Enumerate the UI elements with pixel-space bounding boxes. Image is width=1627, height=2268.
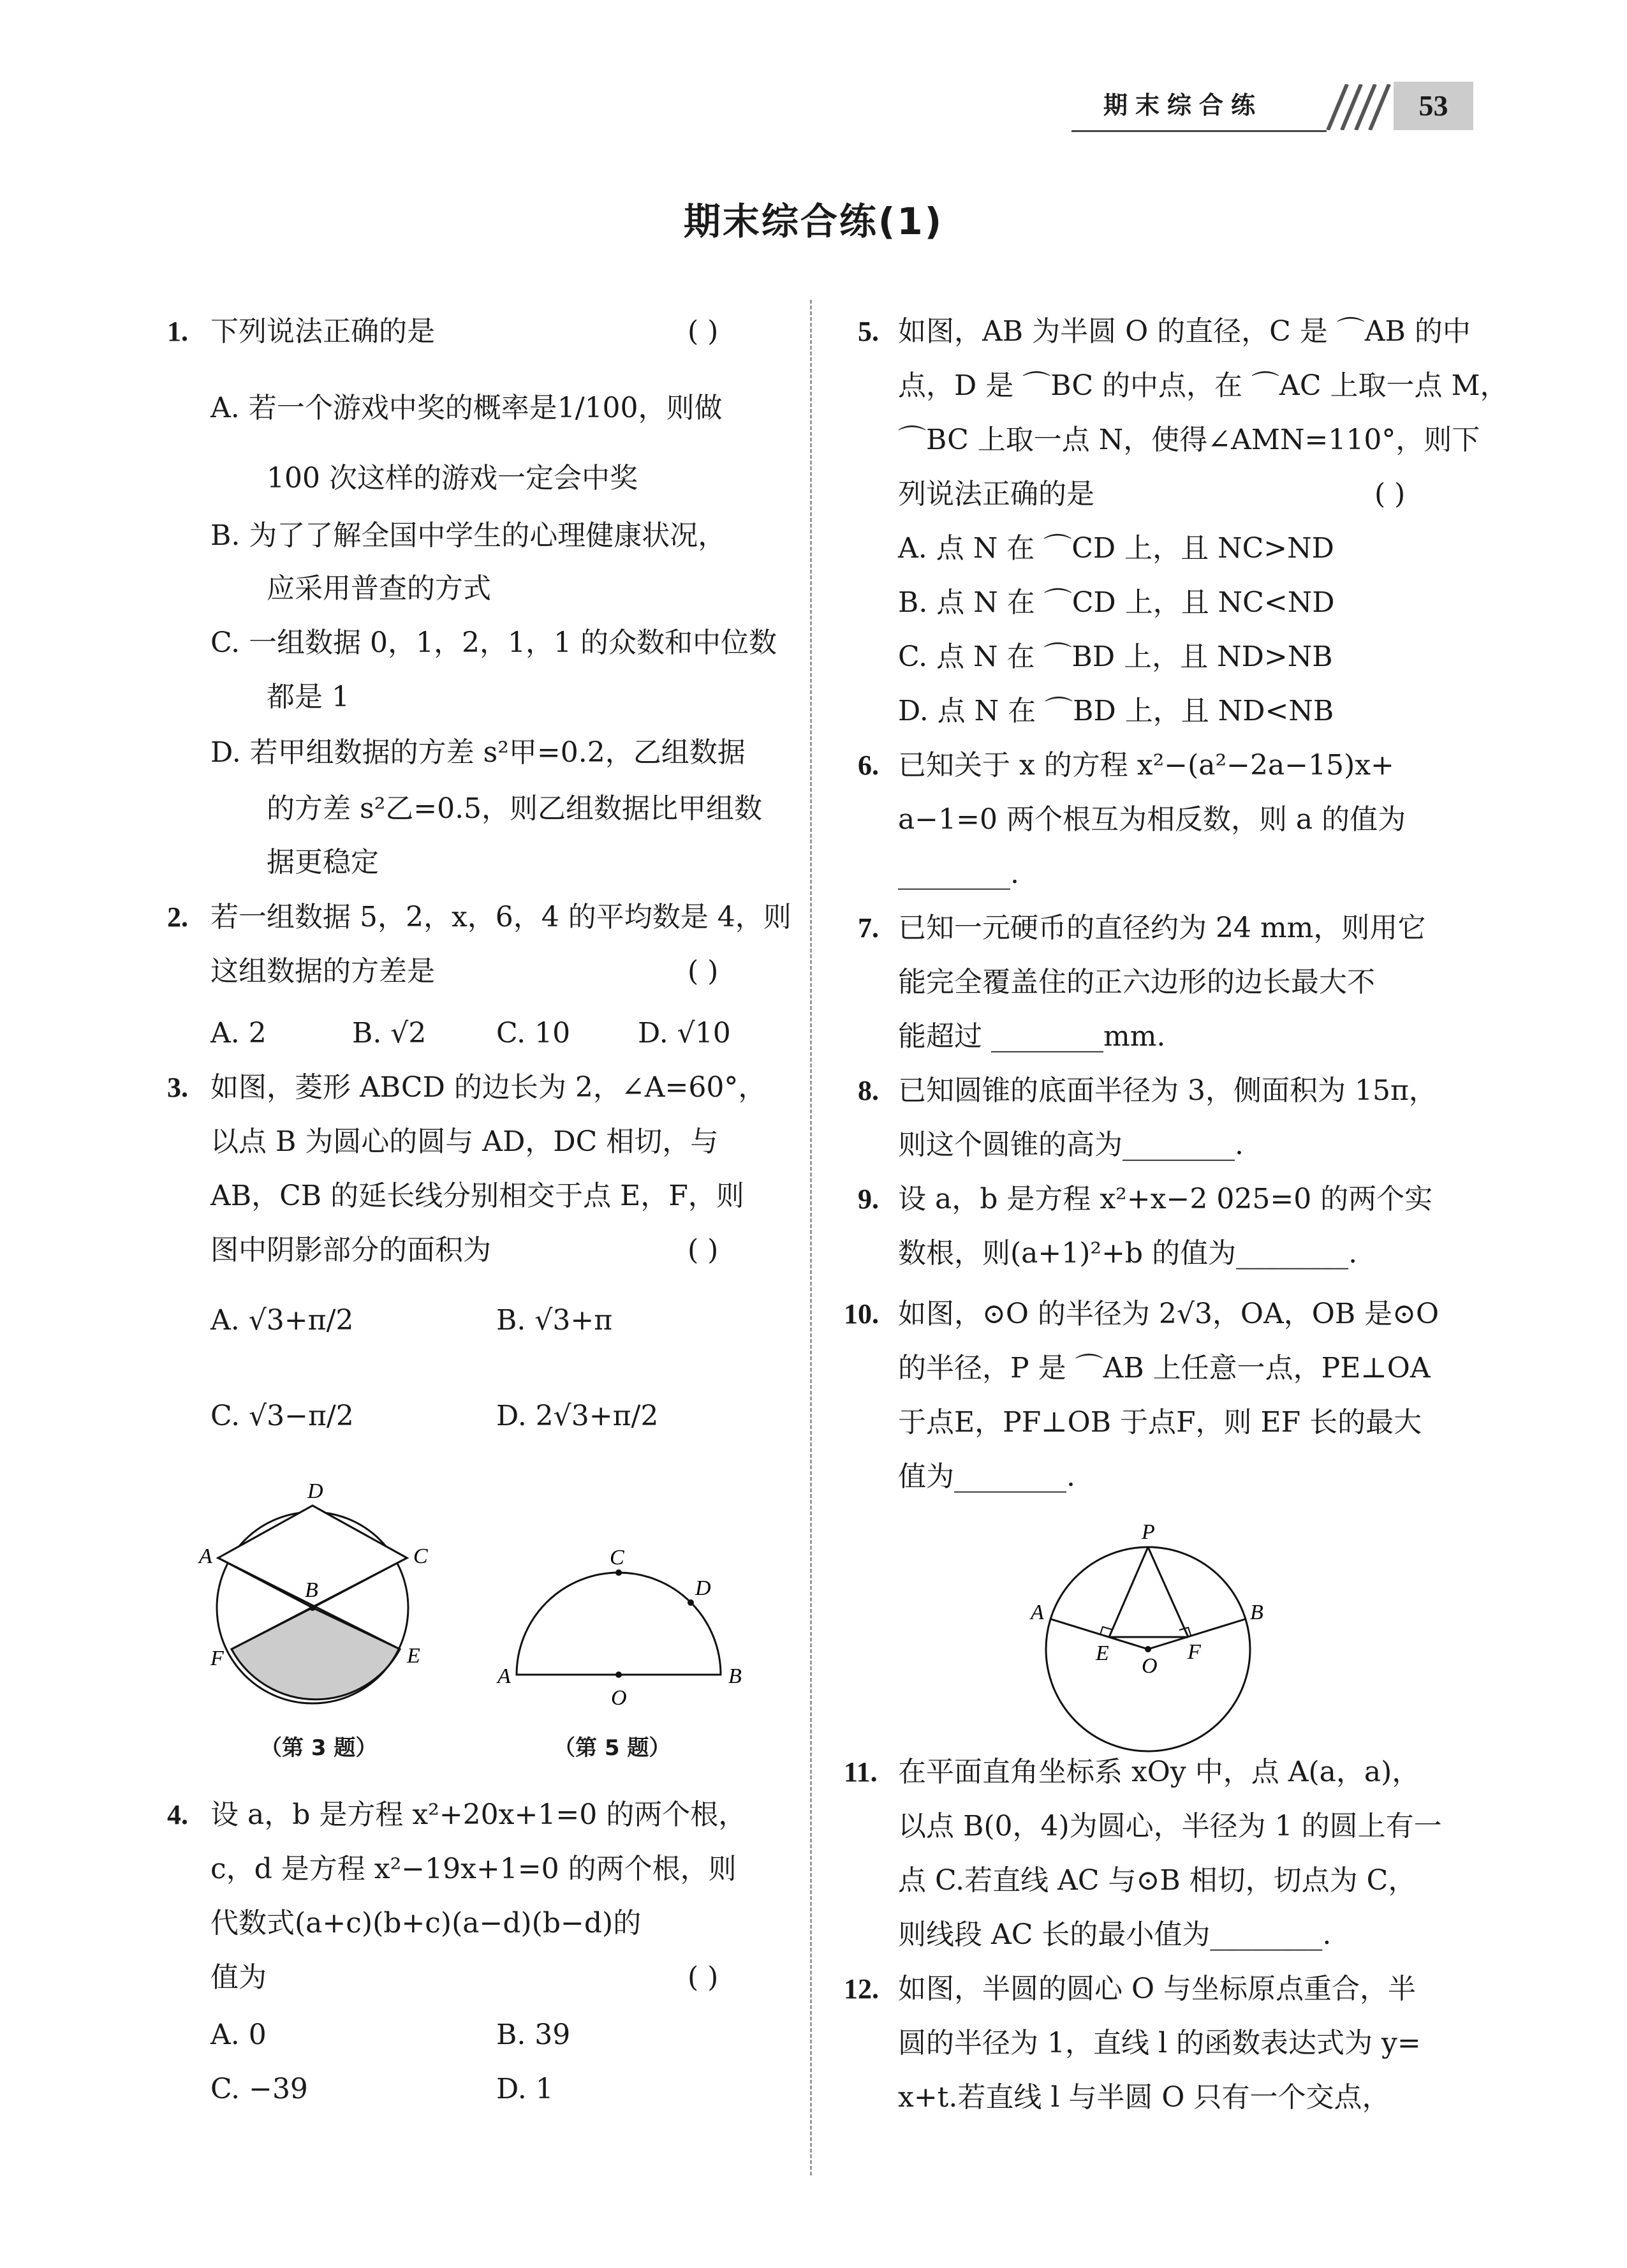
q10-line-3: 于点E，PF⊥OB 于点F，则 EF 长的最大 (898, 1406, 1422, 1439)
q7-line-2: 能完全覆盖住的正六边形的边长最大不 (898, 966, 1375, 998)
q5-semicircle (517, 1573, 721, 1675)
q7-line-1: 已知一元硬币的直径约为 24 mm，则用它 (898, 912, 1426, 944)
q4-option-d: D. 1 (496, 2073, 554, 2105)
header-hatch-decoration (1321, 84, 1398, 130)
q5-label-b: B (728, 1664, 742, 1688)
q12-number: 12. (844, 1973, 879, 2005)
q9-number: 9. (858, 1183, 879, 1215)
q2-answer-paren: ( ) (688, 955, 719, 988)
q12-line-1: 如图，半圆的圆心 O 与坐标原点重合，半 (898, 1973, 1417, 2005)
q6-line-1: 已知关于 x 的方程 x²−(a²−2a−15)x+ (898, 749, 1394, 782)
q5-line-1: 如图，AB 为半圆 O 的直径，C 是 ⌒AB 的中 (898, 315, 1471, 348)
q3-line-2: 以点 B 为圆心的圆与 AD，DC 相切，与 (210, 1125, 719, 1158)
q8-number: 8. (858, 1075, 879, 1106)
q3-line-3: AB，CB 的延长线分别相交于点 E，F，则 (210, 1180, 744, 1212)
q11-line-3: 点 C.若直线 AC 与⊙B 相切，切点为 C， (898, 1864, 1417, 1897)
q1-option-d: D. 若甲组数据的方差 s²甲=0.2，乙组数据 (210, 736, 746, 769)
q5-point-c (615, 1569, 622, 1576)
page-header (1071, 82, 1473, 133)
q4-option-a: A. 0 (210, 2019, 267, 2051)
q10-segment-pf (1148, 1547, 1188, 1637)
q9-line-2: 数根，则(a+1)²+b 的值为________. (898, 1237, 1358, 1270)
q3-label-e: E (407, 1644, 420, 1668)
q2-option-b: B. √2 (352, 1017, 427, 1049)
q3-label-b: B (305, 1578, 318, 1602)
q2-option-c: C. 10 (496, 1017, 571, 1049)
q11-number: 11. (844, 1756, 878, 1788)
q1-stem: 下列说法正确的是 (210, 315, 435, 348)
q7-number: 7. (858, 912, 879, 944)
q4-line-3: 代数式(a+c)(b+c)(a−d)(b−d)的 (210, 1907, 642, 1939)
q4-number: 4. (167, 1799, 188, 1830)
q2-line-1: 若一组数据 5，2，x，6，4 的平均数是 4，则 (210, 901, 791, 933)
q5-option-b: B. 点 N 在 ⌒CD 上，且 NC<ND (898, 586, 1335, 619)
q3-label-a: A (199, 1545, 212, 1568)
figure-q3 (185, 1461, 453, 1735)
column-divider (810, 300, 812, 2175)
q3-option-c: C. √3−π/2 (210, 1400, 354, 1432)
q3-line-1: 如图，菱形 ABCD 的边长为 2，∠A=60°， (210, 1071, 767, 1104)
header-rule (1071, 130, 1327, 132)
q11-line-2: 以点 B(0，4)为圆心，半径为 1 的圆上有一 (898, 1810, 1442, 1842)
q1-option-c: C. 一组数据 0，1，2，1，1 的众数和中位数 (210, 626, 777, 659)
q9-line-1: 设 a，b 是方程 x²+x−2 025=0 的两个实 (898, 1183, 1433, 1215)
q10-label-e: E (1096, 1642, 1109, 1665)
q1-option-d-cont2: 据更稳定 (267, 846, 379, 878)
q11-line-4: 则线段 AC 长的最小值为________. (898, 1918, 1332, 1951)
q1-option-c-cont: 都是 1 (267, 681, 350, 713)
q3-option-a: A. √3+π/2 (210, 1304, 354, 1337)
q10-line-1: 如图，⊙O 的半径为 2√3，OA，OB 是⊙O (898, 1298, 1439, 1330)
q10-center-o (1145, 1646, 1151, 1652)
q10-number: 10. (844, 1298, 879, 1330)
q2-number: 2. (167, 901, 188, 933)
q10-line-2: 的半径，P 是 ⌒AB 上任意一点，PE⊥OA (898, 1352, 1431, 1384)
q3-answer-paren: ( ) (688, 1234, 719, 1266)
q10-label-a: A (1031, 1601, 1044, 1624)
q1-option-a-cont: 100 次这样的游戏一定会中奖 (267, 462, 638, 494)
q2-option-a: A. 2 (210, 1017, 267, 1049)
q1-option-d-cont: 的方差 s²乙=0.5，则乙组数据比甲组数 (267, 792, 763, 825)
q5-number: 5. (858, 316, 879, 347)
q4-line-4: 值为 (210, 1961, 267, 1994)
q6-line-2: a−1=0 两个根互为相反数，则 a 的值为 (898, 803, 1406, 836)
q2-line-2: 这组数据的方差是 (210, 955, 435, 988)
q10-label-p: P (1142, 1520, 1155, 1544)
q3-label-d: D (307, 1479, 323, 1503)
q3-label-c: C (413, 1545, 428, 1568)
q2-option-d: D. √10 (638, 1017, 731, 1049)
q8-line-2: 则这个圆锥的高为________. (898, 1129, 1244, 1161)
q10-segment-pe (1109, 1547, 1148, 1637)
q4-option-c: C. −39 (210, 2073, 308, 2105)
page-number-box (1394, 82, 1473, 130)
section-title: 期末综合练 (1103, 91, 1263, 119)
q4-line-1: 设 a，b 是方程 x²+20x+1=0 的两个根， (210, 1798, 747, 1831)
q10-label-b: B (1250, 1601, 1263, 1624)
q5-line-2: 点，D 是 ⌒BC 的中点，在 ⌒AC 上取一点 M， (898, 369, 1508, 402)
q5-option-a: A. 点 N 在 ⌒CD 上，且 NC>ND (898, 532, 1334, 565)
q12-line-2: 圆的半径为 1，直线 l 的函数表达式为 y= (898, 2027, 1421, 2059)
q4-option-b: B. 39 (496, 2019, 571, 2051)
q5-option-d: D. 点 N 在 ⌒BD 上，且 ND<NB (898, 695, 1334, 727)
q10-label-o: O (1142, 1654, 1158, 1678)
q7-line-3: 能超过 ________mm. (898, 1020, 1166, 1053)
q8-line-1: 已知圆锥的底面半径为 3，侧面积为 15π， (898, 1074, 1437, 1107)
q1-option-a: A. 若一个游戏中奖的概率是1/100，则做 (210, 392, 723, 424)
q1-number: 1. (167, 316, 188, 347)
q5-label-o: O (611, 1686, 627, 1710)
q5-label-a: A (497, 1664, 511, 1688)
q10-label-f: F (1188, 1640, 1201, 1664)
q5-option-c: C. 点 N 在 ⌒BD 上，且 ND>NB (898, 641, 1333, 673)
q11-line-1: 在平面直角坐标系 xOy 中，点 A(a，a)， (898, 1756, 1420, 1788)
q4-line-2: c，d 是方程 x²−19x+1=0 的两个根，则 (210, 1853, 737, 1885)
q5-answer-paren: ( ) (1374, 478, 1406, 510)
q5-line-3: ⌒BC 上取一点 N，使得∠AMN=110°，则下 (898, 424, 1480, 456)
q1-option-b-cont: 应采用普查的方式 (267, 572, 491, 605)
q4-answer-paren: ( ) (688, 1961, 719, 1994)
q5-figure-caption: （第 5 题） (554, 1735, 671, 1761)
q10-line-4: 值为________. (898, 1460, 1075, 1493)
q1-answer-paren: ( ) (688, 315, 719, 348)
q5-point-d (688, 1599, 694, 1606)
q6-number: 6. (858, 750, 879, 781)
page-number: 53 (1418, 89, 1448, 122)
q3-figure-caption: （第 3 题） (260, 1735, 378, 1761)
q5-line-4: 列说法正确的是 (898, 478, 1094, 510)
figure-q5 (485, 1544, 753, 1710)
q3-center-b (309, 1605, 316, 1611)
q5-label-c: C (610, 1546, 624, 1569)
figure-q10 (1020, 1506, 1288, 1761)
q3-label-f: F (210, 1647, 224, 1670)
q5-label-d: D (695, 1576, 711, 1600)
q3-option-d: D. 2√3+π/2 (496, 1400, 659, 1432)
q12-line-3: x+t.若直线 l 与半圆 O 只有一个交点， (898, 2081, 1390, 2114)
q1-option-b: B. 为了了解全国中学生的心理健康状况， (210, 519, 726, 552)
q3-line-4: 图中阴影部分的面积为 (210, 1234, 491, 1266)
page-title: 期末综合练(1) (683, 200, 944, 243)
q3-number: 3. (167, 1072, 188, 1103)
q3-option-b: B. √3+π (496, 1304, 613, 1337)
q5-point-o (615, 1671, 622, 1678)
q6-line-3: ________. (898, 857, 1019, 890)
